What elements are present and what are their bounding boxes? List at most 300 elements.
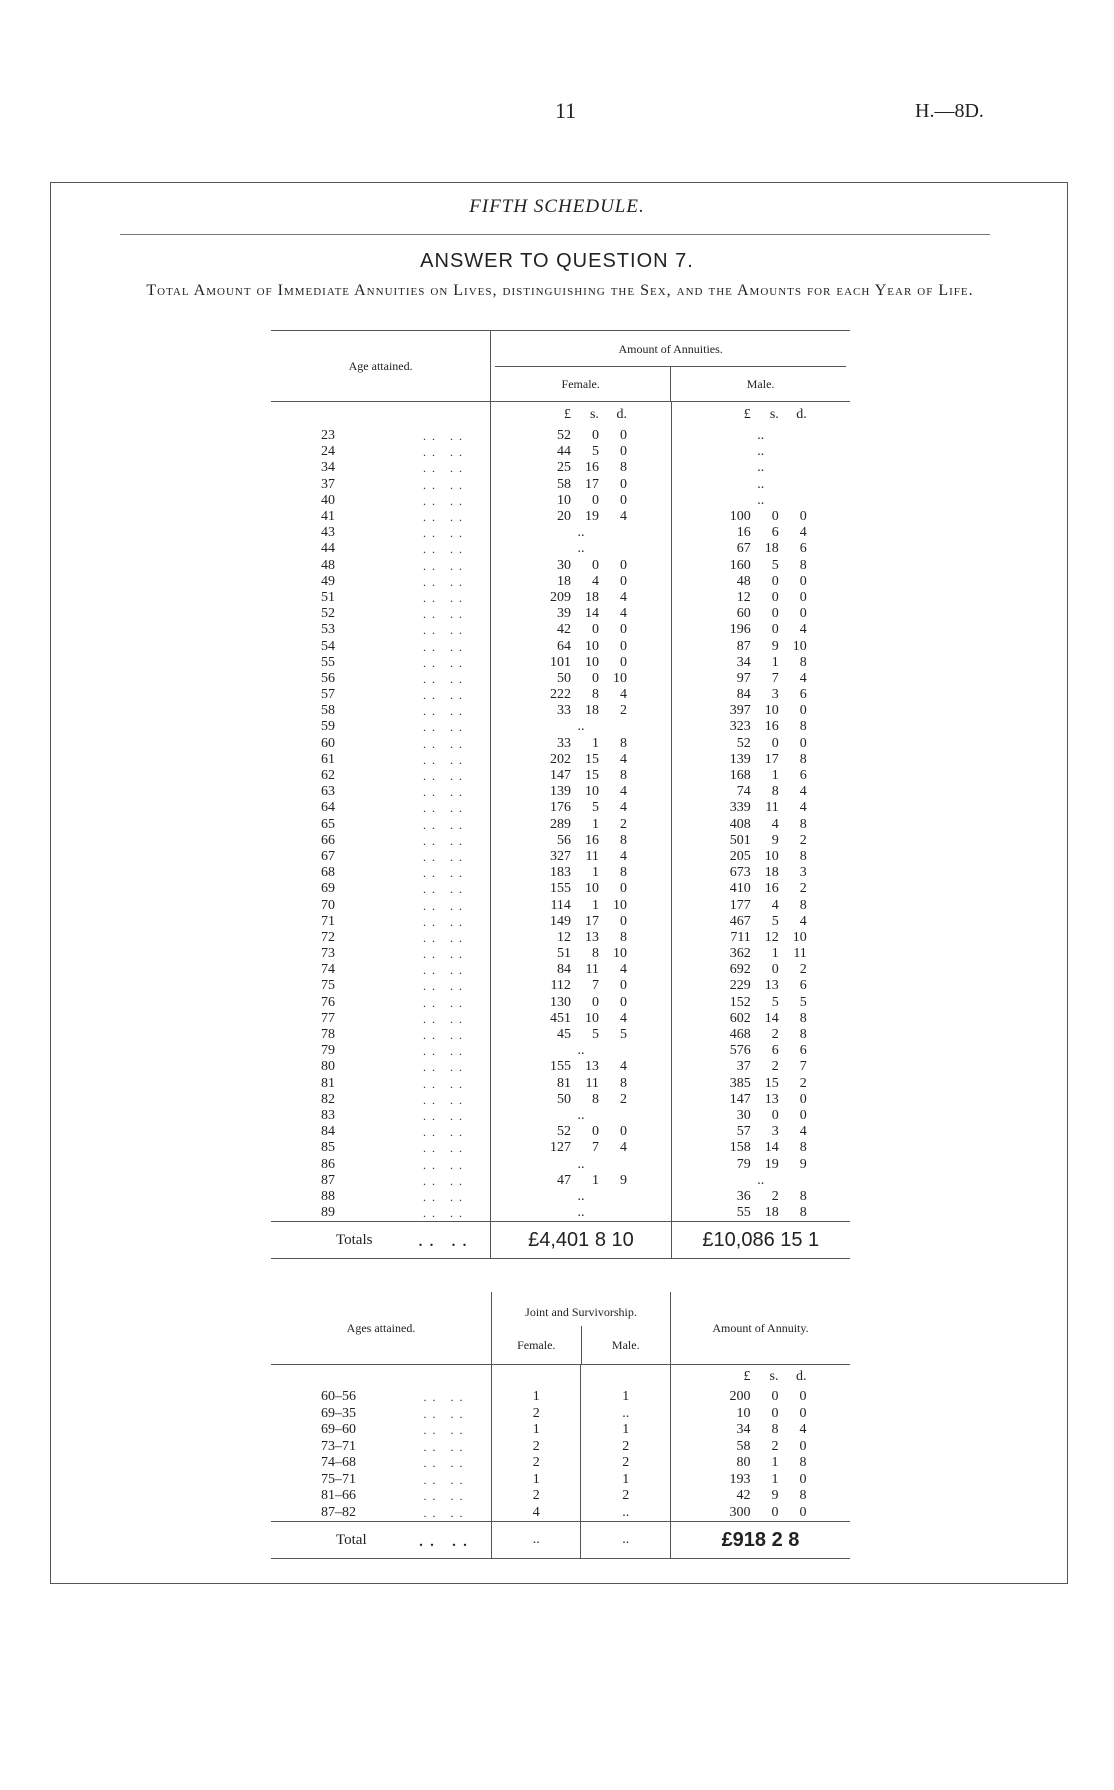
pence: 0 [619,913,627,929]
pence: 4 [619,589,627,605]
shillings: 1 [771,946,779,962]
ages-cell: 75–71 [321,1471,356,1487]
shillings: 2 [771,1027,779,1043]
pounds: 58 [556,476,571,492]
pence: 4 [799,622,807,638]
table-row: 43 .. .. .. 16 6 4 [271,525,850,541]
male-count: 1 [581,1472,671,1489]
shillings: 19 [584,509,599,525]
shillings: 0 [771,1504,779,1520]
pounds: 52 [736,735,751,751]
ages-cell: 60–56 [321,1389,356,1405]
pounds: 20 [556,509,571,525]
pounds: 130 [549,994,571,1010]
unit-shillings: s. [589,407,599,422]
shillings: 1 [771,654,779,670]
empty-amount: .. [757,492,765,508]
pence: 8 [619,929,627,945]
female-count: 2 [492,1439,581,1456]
age-cell: 44 [321,541,335,557]
shillings: 18 [764,541,779,557]
shillings: 10 [764,848,779,864]
pounds: 55 [736,1205,751,1221]
pounds: 50 [556,1091,571,1107]
table-row: 59 .. .. .. 323 16 8 [271,719,850,735]
pence: 4 [619,1059,627,1075]
age-cell: 75 [321,978,335,994]
pence: 8 [799,1010,807,1026]
age-cell: 80 [321,1059,335,1075]
pence: 8 [799,1455,807,1471]
pounds: 222 [549,687,571,703]
pounds: 48 [736,573,751,589]
age-cell: 76 [321,994,335,1010]
pounds: 205 [729,848,751,864]
male-count: 2 [581,1488,671,1505]
pence: 8 [799,1488,807,1504]
shillings: 8 [591,687,599,703]
table-row: 55 .. .. 101 10 0 34 1 8 [271,655,850,671]
empty-amount: .. [577,541,585,557]
shillings: 1 [591,816,599,832]
shillings: 0 [591,557,599,573]
pence: 0 [799,735,807,751]
table-row: 81–66 .. .. 2 2 42 9 8 [271,1488,850,1505]
table-row: 78 .. .. 45 5 5 468 2 8 [271,1027,850,1043]
pounds: 84 [736,687,751,703]
age-cell: 59 [321,719,335,735]
table-row: 72 .. .. 12 13 8 711 12 10 [271,930,850,946]
page-number: 11 [555,98,577,123]
age-cell: 40 [321,492,335,508]
male-count: .. [581,1505,671,1522]
table-row: 24 .. .. 44 5 0 .. [271,444,850,460]
shillings: 13 [764,978,779,994]
table-row: 82 .. .. 50 8 2 147 13 0 [271,1092,850,1108]
female-count: 1 [492,1422,581,1439]
shillings: 11 [585,962,599,978]
shillings: 6 [771,1043,779,1059]
age-cell: 60 [321,735,335,751]
shillings: 1 [771,1471,779,1487]
pence: 0 [799,509,807,525]
schedule-title: FIFTH SCHEDULE. [469,196,645,217]
ages-cell: 73–71 [321,1438,356,1454]
ages-cell: 69–60 [321,1422,356,1438]
table-row: 34 .. .. 25 16 8 .. [271,460,850,476]
pence: 4 [799,784,807,800]
pounds: 56 [556,832,571,848]
pence: 0 [619,994,627,1010]
total-female: £4,401 8 10 [491,1222,671,1259]
age-cell: 65 [321,816,335,832]
shillings: 18 [584,703,599,719]
shillings: 7 [591,1140,599,1156]
total-label: Total [271,1522,401,1559]
table-row: 73–71 .. .. 2 2 58 2 0 [271,1439,850,1456]
col-joint-header: Joint and Survivorship. [525,1305,637,1319]
shillings: 1 [591,735,599,751]
age-cell: 54 [321,638,335,654]
pounds: 42 [736,1488,751,1504]
pounds: 58 [736,1438,751,1454]
pence: 10 [612,897,627,913]
pounds: 80 [736,1455,751,1471]
pence: 4 [619,800,627,816]
shillings: 8 [771,784,779,800]
shillings: 15 [764,1075,779,1091]
shillings: 17 [764,751,779,767]
pounds: 87 [736,638,751,654]
unit-shillings: s. [769,407,779,422]
empty-amount: .. [577,1205,585,1221]
pounds: 64 [556,638,571,654]
shillings: 10 [584,1010,599,1026]
shillings: 13 [584,929,599,945]
age-cell: 23 [321,428,335,444]
pence: 10 [792,638,807,654]
pence: 4 [619,687,627,703]
pounds: 229 [729,978,751,994]
pence: 4 [619,848,627,864]
shillings: 0 [591,428,599,444]
pence: 4 [619,784,627,800]
age-cell: 69 [321,881,335,897]
table-row: 67 .. .. 327 11 4 205 10 8 [271,849,850,865]
table-row: 88 .. .. .. 36 2 8 [271,1189,850,1205]
shillings: 10 [584,881,599,897]
total-annuity: £918 2 8 [671,1522,851,1559]
table-row: 52 .. .. 39 14 4 60 0 0 [271,606,850,622]
pounds: 468 [729,1027,751,1043]
table-row: 65 .. .. 289 1 2 408 4 8 [271,817,850,833]
shillings: 5 [771,557,779,573]
table-row: 70 .. .. 114 1 10 177 4 8 [271,897,850,913]
age-cell: 64 [321,800,335,816]
shillings: 0 [771,1389,779,1405]
pounds: 114 [550,897,571,913]
pence: 0 [799,1504,807,1520]
table-row: 87 .. .. 47 1 9 .. [271,1173,850,1189]
shillings: 17 [584,913,599,929]
pence: 9 [799,1156,807,1172]
pence: 0 [619,622,627,638]
table-row: 74–68 .. .. 2 2 80 1 8 [271,1455,850,1472]
pounds: 33 [556,703,571,719]
table-row: 79 .. .. .. 576 6 6 [271,1043,850,1059]
shillings: 3 [771,687,779,703]
pounds: 139 [729,751,751,767]
age-cell: 57 [321,687,335,703]
pounds: 39 [556,606,571,622]
pence: 8 [619,1075,627,1091]
col-ages-header: Ages attained. [346,1320,416,1335]
pence: 8 [799,719,807,735]
pounds: 200 [729,1389,751,1405]
pence: 10 [612,670,627,686]
pounds: 34 [736,654,751,670]
pounds: 57 [736,1124,751,1140]
table-row: 75 .. .. 112 7 0 229 13 6 [271,978,850,994]
pence: 4 [619,1140,627,1156]
pounds: 289 [549,816,571,832]
female-count: 2 [492,1455,581,1472]
age-cell: 78 [321,1027,335,1043]
age-cell: 61 [321,751,335,767]
age-cell: 62 [321,768,335,784]
pounds: 385 [729,1075,751,1091]
age-cell: 87 [321,1172,335,1188]
pence: 8 [799,848,807,864]
pounds: 408 [729,816,751,832]
table-row: 23 .. .. 52 0 0 .. [271,428,850,444]
pounds: 127 [549,1140,571,1156]
col-male-header: Male. [670,367,850,401]
shillings: 2 [771,1188,779,1204]
pounds: 12 [736,589,751,605]
pence: 0 [619,1124,627,1140]
shillings: 5 [591,800,599,816]
table-row: 77 .. .. 451 10 4 602 14 8 [271,1011,850,1027]
age-cell: 72 [321,929,335,945]
table-row: 71 .. .. 149 17 0 467 5 4 [271,914,850,930]
shillings: 11 [585,848,599,864]
table-row: 56 .. .. 50 0 10 97 7 4 [271,671,850,687]
shillings: 1 [771,1455,779,1471]
shillings: 0 [591,492,599,508]
male-count: 1 [581,1422,671,1439]
shillings: 10 [584,638,599,654]
empty-amount: .. [757,1172,765,1188]
shillings: 6 [771,525,779,541]
table-row: 53 .. .. 42 0 0 196 0 4 [271,622,850,638]
empty-amount: .. [577,719,585,735]
shillings: 0 [771,735,779,751]
pence: 8 [799,557,807,573]
shillings: 1 [591,897,599,913]
pence: 8 [619,865,627,881]
shillings: 9 [771,1488,779,1504]
col-amount-header: Amount of Annuities. [495,332,846,367]
unit-pound: £ [743,407,751,422]
pounds: 16 [736,525,751,541]
age-cell: 82 [321,1091,335,1107]
shillings: 8 [771,1422,779,1438]
age-cell: 51 [321,589,335,605]
col-female2-header: Female. [517,1338,556,1352]
female-count: 2 [492,1488,581,1505]
age-cell: 74 [321,962,335,978]
age-cell: 85 [321,1140,335,1156]
pounds: 74 [736,784,751,800]
shillings: 13 [764,1091,779,1107]
shillings: 5 [591,1027,599,1043]
shillings: 0 [771,573,779,589]
pence: 6 [799,768,807,784]
pounds: 36 [736,1188,751,1204]
shillings: 0 [771,589,779,605]
pounds: 10 [556,492,571,508]
shillings: 2 [771,1438,779,1454]
age-cell: 37 [321,476,335,492]
pounds: 84 [556,962,571,978]
pounds: 339 [729,800,751,816]
empty-amount: .. [577,525,585,541]
pence: 0 [619,492,627,508]
shillings: 9 [771,638,779,654]
shillings: 10 [584,784,599,800]
joint-survivorship-table: Ages attained. Joint and Survivorship. Female. Male. Amount of Annuity. £ s. d. 60–56 .. .. 1 1 200 0 0 69–35 .. .. 2 .. 10 0 0 69–60 .. .. 1 1 34 8 4 73–71 .. .. 2 2 58 2 0 74–68 .. .. 2 2 80 1 8 75–71 .. .. 1 1 193 1 0 81–66 .. .. 2 2 42 9 8 87–82 .. .. 4 .. 300 0 0 Total .. .. .. .. £918 2 8 [271,1292,850,1559]
pence: 8 [619,460,627,476]
empty-amount: .. [577,1156,585,1172]
pounds: 79 [736,1156,751,1172]
table-row: 69–60 .. .. 1 1 34 8 4 [271,1422,850,1439]
pence: 4 [799,670,807,686]
pence: 8 [799,1027,807,1043]
pounds: 81 [556,1075,571,1091]
female-count: 2 [492,1406,581,1423]
ages-cell: 74–68 [321,1455,356,1471]
pounds: 327 [549,848,571,864]
shillings: 16 [764,719,779,735]
pounds: 34 [736,1422,751,1438]
shillings: 16 [584,832,599,848]
age-cell: 67 [321,848,335,864]
pounds: 158 [729,1140,751,1156]
pounds: 168 [729,768,751,784]
pounds: 30 [556,557,571,573]
col-annuity-header: Amount of Annuity. [671,1292,851,1365]
table-row: 41 .. .. 20 19 4 100 0 0 [271,509,850,525]
pounds: 397 [729,703,751,719]
pence: 0 [619,573,627,589]
empty-amount: .. [757,428,765,444]
age-cell: 88 [321,1188,335,1204]
pence: 0 [619,444,627,460]
pounds: 33 [556,735,571,751]
shillings: 11 [765,800,779,816]
pence: 0 [619,476,627,492]
female-count: 4 [492,1505,581,1522]
age-cell: 77 [321,1010,335,1026]
shillings: 1 [771,768,779,784]
table-row: 81 .. .. 81 11 8 385 15 2 [271,1076,850,1092]
unit-pence: d. [796,407,807,422]
shillings: 7 [591,978,599,994]
shillings: 17 [584,476,599,492]
shillings: 5 [591,444,599,460]
age-cell: 63 [321,784,335,800]
shillings: 15 [584,751,599,767]
unit-pound: £ [743,1369,751,1384]
shillings: 5 [771,994,779,1010]
shillings: 8 [591,946,599,962]
pounds: 97 [736,670,751,686]
pence: 0 [799,1471,807,1487]
age-cell: 81 [321,1075,335,1091]
pence: 8 [619,768,627,784]
pence: 0 [619,881,627,897]
table-row: 54 .. .. 64 10 0 87 9 10 [271,638,850,654]
shillings: 0 [771,606,779,622]
pence: 6 [799,1043,807,1059]
pence: 0 [799,703,807,719]
ages-cell: 87–82 [321,1504,356,1520]
table-row: 85 .. .. 127 7 4 158 14 8 [271,1140,850,1156]
pounds: 451 [549,1010,571,1026]
pounds: 51 [556,946,571,962]
table-row: 63 .. .. 139 10 4 74 8 4 [271,784,850,800]
pence: 4 [619,1010,627,1026]
shillings: 0 [771,509,779,525]
annuities-table: Age attained. Amount of Annuities. Female. Male. £ s. d. £ s. d. 23 .. .. 52 0 0 .. 24 .. .. 44 5 0 .. 34 .. .. 25 16 8 .. 37 .. .. 58 17 0 .. 40 .. .. 10 0 0 .. 41 .. .. 20 19 4 100 0 0 43 .. .. .. 16 6 4 44 .. .. .. 67 18 6 48 .. .. 30 0 0 160 5 8 49 .. .. 18 4 0 48 0 0 51 .. .. 209 18 4 12 0 0 52 .. .. 39 14 4 60 0 0 53 .. .. 42 0 0 196 0 4 54 .. .. 64 10 0 87 9 10 55 .. .. 101 10 0 34 1 8 56 .. .. 50 0 10 97 7 4 57 .. .. 222 8 4 84 3 6 58 .. .. 33 18 2 397 10 0 59 .. .. .. 323 16 8 60 .. .. 33 1 8 52 0 0 61 .. .. 202 15 4 139 17 8 62 .. .. 147 15 8 168 1 6 63 .. .. 139 10 4 74 8 4 64 .. .. 176 5 4 339 11 4 65 .. .. 289 1 2 408 4 8 66 .. .. 56 16 8 501 9 2 67 .. .. 327 11 4 205 10 8 68 .. .. 183 1 8 673 18 3 69 .. .. 155 10 0 410 16 2 70 .. .. 114 1 10 177 4 8 71 .. .. 149 17 0 467 5 4 72 .. .. 12 13 8 711 12 10 73 .. .. 51 8 10 362 1 11 74 .. .. 84 11 4 692 0 2 75 .. .. 112 7 0 229 13 6 76 .. .. 130 0 0 152 5 5 77 .. .. 451 10 4 602 14 8 78 .. .. 45 5 5 468 2 8 79 .. .. .. 576 6 6 80 .. .. 155 13 4 37 2 7 81 .. .. 81 11 8 385 15 2 82 .. .. 50 8 2 147 13 0 83 .. .. .. 30 0 0 84 .. .. 52 0 0 57 3 4 85 .. .. 127 7 4 158 14 8 86 .. .. .. 79 19 9 87 .. .. 47 1 9 .. 88 .. .. .. 36 2 8 89 .. .. .. 55 18 8 Totals .. .. £4,401 8 10 £10,086 15 1 [271,330,850,1259]
shillings: 13 [584,1059,599,1075]
table-row: 69–35 .. .. 2 .. 10 0 0 [271,1406,850,1423]
age-cell: 52 [321,606,335,622]
table-row: 61 .. .. 202 15 4 139 17 8 [271,752,850,768]
age-cell: 43 [321,525,335,541]
shillings: 1 [591,1172,599,1188]
pounds: 18 [556,573,571,589]
shillings: 15 [584,768,599,784]
shillings: 0 [771,622,779,638]
pounds: 149 [549,913,571,929]
pounds: 323 [729,719,751,735]
table-row: 75–71 .. .. 1 1 193 1 0 [271,1472,850,1489]
pence: 0 [619,557,627,573]
table-row: 73 .. .. 51 8 10 362 1 11 [271,946,850,962]
shillings: 19 [764,1156,779,1172]
pounds: 692 [729,962,751,978]
table-row: 84 .. .. 52 0 0 57 3 4 [271,1124,850,1140]
pounds: 196 [729,622,751,638]
pence: 2 [799,962,807,978]
age-cell: 71 [321,913,335,929]
shillings: 10 [764,703,779,719]
pence: 4 [619,751,627,767]
shillings: 8 [591,1091,599,1107]
pence: 0 [799,1389,807,1405]
table-row: 68 .. .. 183 1 8 673 18 3 [271,865,850,881]
pence: 8 [799,1188,807,1204]
pounds: 52 [556,1124,571,1140]
shillings: 14 [764,1140,779,1156]
pence: 0 [619,638,627,654]
shillings: 2 [771,1059,779,1075]
col-female-header: Female. [561,376,600,391]
pounds: 44 [556,444,571,460]
pounds: 673 [729,865,751,881]
pence: 2 [799,832,807,848]
pounds: 100 [729,509,751,525]
unit-shillings: s. [769,1369,779,1384]
pence: 0 [619,978,627,994]
pounds: 177 [729,897,751,913]
pence: 8 [619,832,627,848]
total-male: £10,086 15 1 [671,1222,850,1259]
table-row: 89 .. .. .. 55 18 8 [271,1205,850,1222]
table-row: 57 .. .. 222 8 4 84 3 6 [271,687,850,703]
pence: 0 [799,589,807,605]
pounds: 12 [556,929,571,945]
pence: 4 [619,509,627,525]
pence: 7 [799,1059,807,1075]
age-cell: 41 [321,509,335,525]
pounds: 37 [736,1059,751,1075]
pounds: 60 [736,606,751,622]
shillings: 10 [584,654,599,670]
table-row: 69 .. .. 155 10 0 410 16 2 [271,881,850,897]
